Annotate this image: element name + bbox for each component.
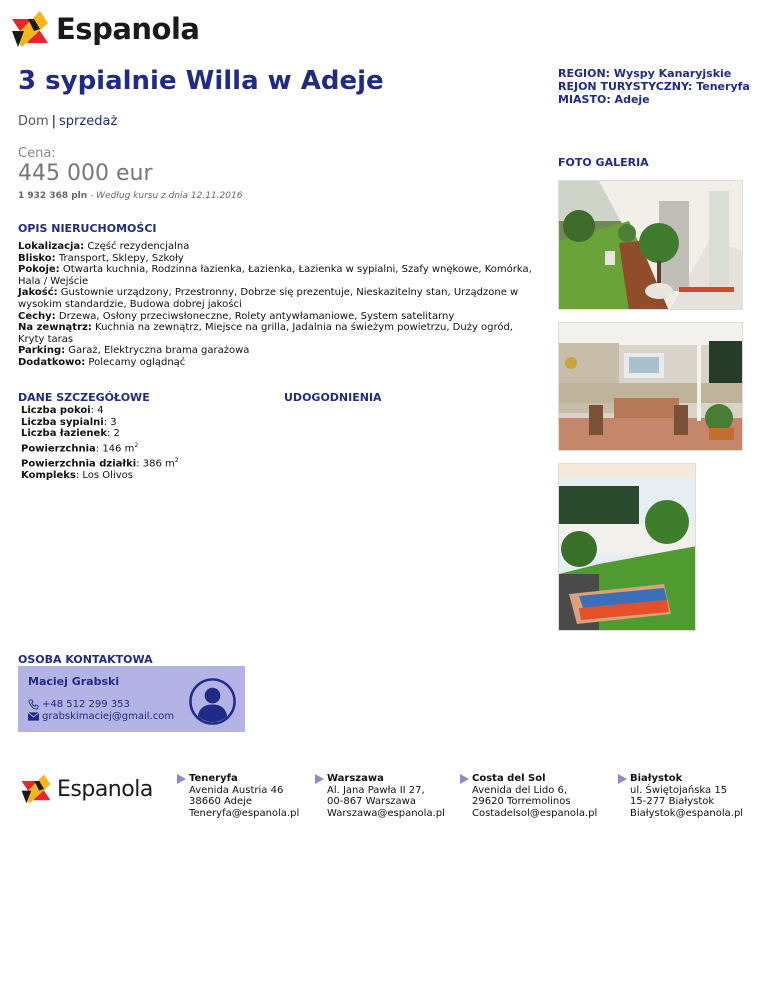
price-pln: 1 932 368 pln (18, 191, 88, 201)
tourist-region-text: REJON TURYSTYCZNY: Teneryfa (558, 80, 750, 93)
exchange-note: - Według kursu z dnia 12.11.2016 (90, 191, 243, 201)
property-type-line: Dom | sprzedaż (18, 114, 118, 129)
description-title: OPIS NIERUCHOMOŚCI (18, 222, 157, 235)
office-email[interactable]: Białystok@espanola.pl (630, 808, 744, 820)
triangle-bullet-icon (314, 774, 324, 784)
description-row: Na zewnątrz: Kuchnia na zewnątrz, Miejsce na grilla, Jadalnia na świeżym powietrzu, Duży ogród, Kryty taras (18, 322, 514, 345)
office-email[interactable]: Teneryfa@espanola.pl (189, 808, 300, 820)
triangle-bullet-icon (459, 774, 469, 784)
detail-row: Kompleks: Los Olivos (21, 470, 133, 482)
region-text: REGION: Wyspy Kanaryjskie (558, 67, 732, 80)
office-email[interactable]: Costadelsol@espanola.pl (472, 808, 598, 820)
contact-phone[interactable]: +48 512 299 353 (28, 699, 130, 710)
brand-name: Espanola (56, 12, 200, 46)
contact-name: Maciej Grabski (28, 675, 120, 688)
amenities-title: UDOGODNIENIA (284, 391, 382, 404)
detail-row: Powierzchnia: 146 $m^2$ (21, 442, 139, 455)
office-costa-del-sol: Costa del Sol Avenida del Lido 6, 29620 Torremolinos Costadelsol@espanola.pl (459, 773, 597, 820)
offer-type: sprzedaż (59, 114, 118, 129)
office-bialystok: Białystok ul. Świętojańska 15 15-277 Białystok Białystok@espanola.pl (617, 773, 743, 820)
description-row: Parking: Garaż, Elektryczna brama garażowa (18, 345, 250, 357)
triangle-bullet-icon (617, 774, 627, 784)
contact-title: OSOBA KONTAKTOWA (18, 653, 153, 666)
mail-icon (28, 712, 39, 721)
region-info (558, 67, 750, 106)
triangle-bullet-icon (176, 774, 186, 784)
price-label: Cena: (18, 146, 56, 161)
office-warszawa: Warszawa Al. Jana Pawła II 27, 00-867 Warszawa Warszawa@espanola.pl (314, 773, 445, 820)
price-pln-line (18, 191, 242, 201)
description-row: Jakość: Gustownie urządzony, Przestronny, Dobrze się prezentuje, Nieskazitelny stan, Urządzone w wysokim standardzie, Budowa dobrej jakości (18, 287, 519, 310)
description-row: Cechy: Drzewa, Osłony przeciwsłoneczne, Rolety antywłamaniowe, System satelitarny (18, 310, 455, 322)
description-row: Blisko: Transport, Sklepy, Szkoły (18, 252, 184, 264)
gallery-title: FOTO GALERIA (558, 156, 649, 169)
espanola-logo-icon (20, 773, 52, 805)
details-list (21, 405, 179, 482)
city-text: MIASTO: Adeje (558, 93, 650, 106)
header-logo[interactable] (10, 9, 199, 49)
description-row: Lokalizacja: Część rezydencjalna (18, 241, 190, 252)
detail-row: Powierzchnia działki: 386 $m^2$ (21, 457, 179, 470)
gallery-photo-2[interactable] (558, 322, 743, 451)
office-email[interactable]: Warszawa@espanola.pl (327, 808, 445, 820)
gallery-photo-1[interactable] (558, 180, 743, 310)
page-title: 3 sypialnie Willa w Adeje (18, 66, 384, 96)
footer-brand-name: Espanola (57, 776, 153, 802)
office-teneryfa: Teneryfa Avenida Austria 46 38660 Adeje Teneryfa@espanola.pl (176, 773, 299, 820)
espanola-logo-icon (10, 9, 50, 49)
details-title: DANE SZCZEGÓŁOWE (18, 391, 150, 404)
description-list (18, 241, 533, 369)
description-row: Dodatkowo: Polecamy oglądnąć (18, 356, 186, 368)
footer-logo[interactable] (20, 773, 153, 805)
detail-row: Liczba łazienek: 2 (21, 428, 120, 440)
price-value: 445 000 eur (18, 161, 153, 186)
contact-card (18, 666, 245, 732)
gallery-photo-3[interactable] (558, 463, 696, 631)
property-type: Dom (18, 114, 49, 129)
avatar-icon (188, 677, 237, 726)
detail-row: Liczba pokoi: 4 (21, 405, 104, 416)
detail-row: Liczba sypialni: 3 (21, 416, 117, 428)
contact-email[interactable]: grabskimaciej@gmail.com (28, 711, 174, 722)
description-row: Pokoje: Otwarta kuchnia, Rodzinna łazienka, Łazienka, Łazienka w sypialni, Szafy wnękowe, Komórka, Hala / Wejście (18, 264, 532, 287)
phone-icon (28, 699, 39, 710)
